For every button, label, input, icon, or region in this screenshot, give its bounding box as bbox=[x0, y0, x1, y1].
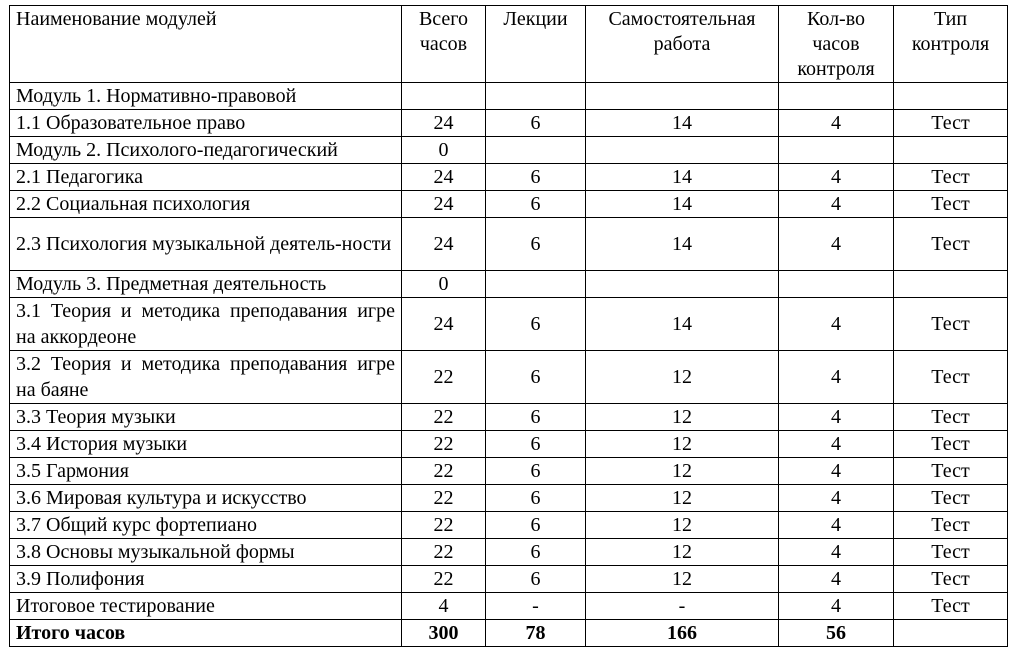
module-name: 1.1 Образовательное право bbox=[10, 110, 402, 137]
cell-control-type: Тест bbox=[894, 593, 1008, 620]
totals-control-hours: 56 bbox=[779, 620, 894, 647]
cell-total: 22 bbox=[402, 512, 486, 539]
cell-control-hours: 4 bbox=[779, 593, 894, 620]
table-row bbox=[10, 539, 1008, 566]
cell-self-work: 14 bbox=[586, 191, 779, 218]
cell-control-hours: 4 bbox=[779, 485, 894, 512]
table-row bbox=[10, 458, 1008, 485]
cell-control-hours: 4 bbox=[779, 191, 894, 218]
totals-self-work: 166 bbox=[586, 620, 779, 647]
cell-control-hours: 4 bbox=[779, 351, 894, 404]
cell-self-work bbox=[586, 83, 779, 110]
table-row bbox=[10, 404, 1008, 431]
table-row bbox=[10, 431, 1008, 458]
cell-total: 24 bbox=[402, 191, 486, 218]
cell-total: 22 bbox=[402, 351, 486, 404]
cell-lectures: 6 bbox=[486, 458, 586, 485]
totals-control-type bbox=[894, 620, 1008, 647]
cell-self-work: 12 bbox=[586, 351, 779, 404]
table-row bbox=[10, 298, 1008, 351]
cell-control-type: Тест bbox=[894, 458, 1008, 485]
table-row bbox=[10, 191, 1008, 218]
cell-self-work: 14 bbox=[586, 218, 779, 271]
cell-total: 24 bbox=[402, 110, 486, 137]
cell-control-hours: 4 bbox=[779, 566, 894, 593]
cell-lectures: 6 bbox=[486, 431, 586, 458]
totals-total: 300 bbox=[402, 620, 486, 647]
cell-control-type: Тест bbox=[894, 164, 1008, 191]
module-name: 3.4 История музыки bbox=[10, 431, 402, 458]
cell-control-type: Тест bbox=[894, 485, 1008, 512]
module-name: 3.2 Теория и методика преподавания игре на баяне bbox=[10, 351, 402, 404]
module-name: 2.1 Педагогика bbox=[10, 164, 402, 191]
cell-self-work: 14 bbox=[586, 298, 779, 351]
module-name: 2.2 Социальная психология bbox=[10, 191, 402, 218]
table-row bbox=[10, 271, 1008, 298]
cell-total: 22 bbox=[402, 431, 486, 458]
cell-control-type: Тест bbox=[894, 298, 1008, 351]
cell-control-hours: 4 bbox=[779, 110, 894, 137]
cell-self-work: 12 bbox=[586, 566, 779, 593]
cell-lectures: 6 bbox=[486, 566, 586, 593]
cell-self-work: 12 bbox=[586, 431, 779, 458]
cell-self-work: 12 bbox=[586, 404, 779, 431]
table-row bbox=[10, 566, 1008, 593]
cell-self-work: 12 bbox=[586, 512, 779, 539]
cell-self-work: 14 bbox=[586, 110, 779, 137]
cell-control-hours bbox=[779, 83, 894, 110]
cell-self-work: 12 bbox=[586, 485, 779, 512]
module-name: Модуль 2. Психолого-педагогический bbox=[10, 137, 402, 164]
cell-control-hours bbox=[779, 137, 894, 164]
module-name: 2.3 Психология музыкальной деятель-ности bbox=[10, 218, 402, 271]
cell-self-work: 14 bbox=[586, 164, 779, 191]
header-self-work: Самостоятельная работа bbox=[586, 6, 779, 83]
cell-control-type: Тест bbox=[894, 218, 1008, 271]
header-control-type: Тип контроля bbox=[894, 6, 1008, 83]
header-name: Наименование модулей bbox=[10, 6, 402, 83]
cell-control-type: Тест bbox=[894, 431, 1008, 458]
cell-lectures bbox=[486, 271, 586, 298]
cell-control-hours bbox=[779, 271, 894, 298]
table-row bbox=[10, 485, 1008, 512]
module-name: 3.8 Основы музыкальной формы bbox=[10, 539, 402, 566]
cell-total: 22 bbox=[402, 458, 486, 485]
table-row bbox=[10, 83, 1008, 110]
cell-lectures: 6 bbox=[486, 351, 586, 404]
cell-lectures: 6 bbox=[486, 539, 586, 566]
module-name: 3.5 Гармония bbox=[10, 458, 402, 485]
cell-total: 22 bbox=[402, 539, 486, 566]
cell-control-hours: 4 bbox=[779, 512, 894, 539]
cell-lectures: 6 bbox=[486, 485, 586, 512]
cell-control-hours: 4 bbox=[779, 218, 894, 271]
cell-total: 22 bbox=[402, 485, 486, 512]
header-control-hours: Кол-во часов контроля bbox=[779, 6, 894, 83]
cell-lectures: 6 bbox=[486, 191, 586, 218]
cell-total: 0 bbox=[402, 271, 486, 298]
cell-lectures: 6 bbox=[486, 512, 586, 539]
cell-total: 4 bbox=[402, 593, 486, 620]
cell-self-work: 12 bbox=[586, 539, 779, 566]
module-name: 3.7 Общий курс фортепиано bbox=[10, 512, 402, 539]
totals-row bbox=[10, 620, 1008, 647]
cell-lectures: 6 bbox=[486, 404, 586, 431]
cell-self-work bbox=[586, 271, 779, 298]
table-row bbox=[10, 512, 1008, 539]
cell-control-hours: 4 bbox=[779, 458, 894, 485]
cell-control-type bbox=[894, 83, 1008, 110]
cell-self-work bbox=[586, 137, 779, 164]
cell-total bbox=[402, 83, 486, 110]
module-name: 3.3 Теория музыки bbox=[10, 404, 402, 431]
cell-lectures bbox=[486, 137, 586, 164]
table-row bbox=[10, 351, 1008, 404]
header-lectures: Лекции bbox=[486, 6, 586, 83]
cell-lectures: 6 bbox=[486, 218, 586, 271]
cell-lectures: 6 bbox=[486, 110, 586, 137]
table-row bbox=[10, 593, 1008, 620]
cell-control-type: Тест bbox=[894, 404, 1008, 431]
module-name: Итоговое тестирование bbox=[10, 593, 402, 620]
cell-control-hours: 4 bbox=[779, 539, 894, 566]
table-row bbox=[10, 164, 1008, 191]
cell-total: 24 bbox=[402, 298, 486, 351]
table-row bbox=[10, 110, 1008, 137]
module-name: 3.9 Полифония bbox=[10, 566, 402, 593]
module-name: Модуль 3. Предметная деятельность bbox=[10, 271, 402, 298]
cell-control-hours: 4 bbox=[779, 431, 894, 458]
cell-control-type bbox=[894, 137, 1008, 164]
table-row bbox=[10, 218, 1008, 271]
modules-table bbox=[9, 5, 1008, 647]
header-row bbox=[10, 6, 1008, 83]
cell-total: 22 bbox=[402, 566, 486, 593]
cell-lectures: 6 bbox=[486, 298, 586, 351]
cell-control-type: Тест bbox=[894, 512, 1008, 539]
module-name: 3.1 Теория и методика преподавания игре на аккордеоне bbox=[10, 298, 402, 351]
cell-control-type: Тест bbox=[894, 110, 1008, 137]
cell-control-type: Тест bbox=[894, 566, 1008, 593]
cell-total: 22 bbox=[402, 404, 486, 431]
cell-lectures: 6 bbox=[486, 164, 586, 191]
cell-lectures bbox=[486, 83, 586, 110]
module-name: Модуль 1. Нормативно-правовой bbox=[10, 83, 402, 110]
cell-control-type bbox=[894, 271, 1008, 298]
totals-lectures: 78 bbox=[486, 620, 586, 647]
cell-total: 24 bbox=[402, 164, 486, 191]
cell-control-hours: 4 bbox=[779, 404, 894, 431]
cell-control-hours: 4 bbox=[779, 298, 894, 351]
cell-total: 0 bbox=[402, 137, 486, 164]
cell-control-type: Тест bbox=[894, 539, 1008, 566]
cell-control-type: Тест bbox=[894, 191, 1008, 218]
cell-control-type: Тест bbox=[894, 351, 1008, 404]
header-total: Всего часов bbox=[402, 6, 486, 83]
table-row bbox=[10, 137, 1008, 164]
cell-control-hours: 4 bbox=[779, 164, 894, 191]
cell-lectures: - bbox=[486, 593, 586, 620]
totals-label: Итого часов bbox=[10, 620, 402, 647]
cell-total: 24 bbox=[402, 218, 486, 271]
module-name: 3.6 Мировая культура и искусство bbox=[10, 485, 402, 512]
cell-self-work: 12 bbox=[586, 458, 779, 485]
cell-self-work: - bbox=[586, 593, 779, 620]
